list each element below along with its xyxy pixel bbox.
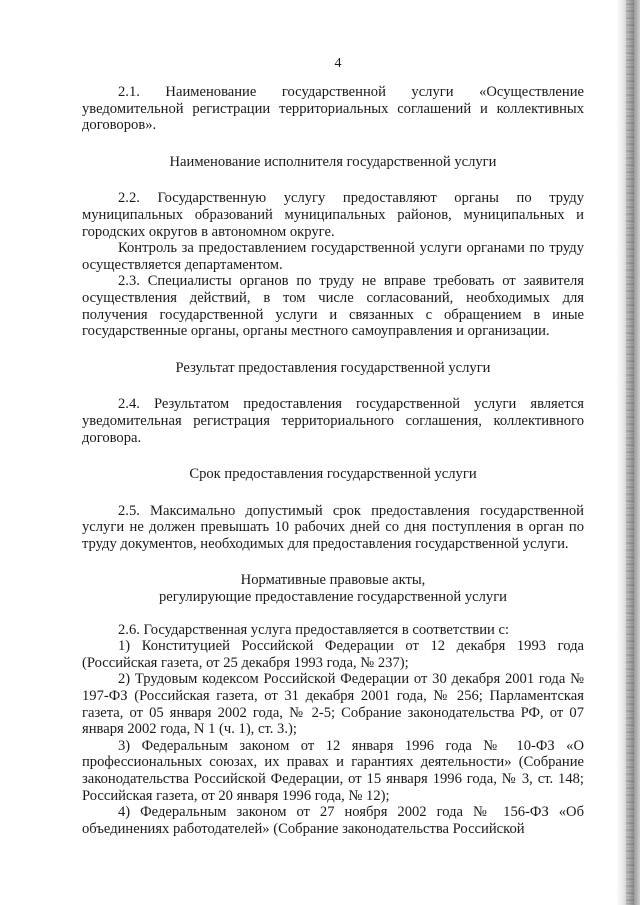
- heading-term: Срок предоставления государственной услуги: [189, 466, 477, 483]
- paragraph-2-2: 2.2. Государственную услугу предоставляют органы по труду муниципальных образований муниципальных районов, муниципальных и городских округов в автономном округе.: [82, 190, 584, 240]
- heading-result: Результат предоставления государственной услуги: [175, 359, 491, 376]
- paragraph-2-5: 2.5. Максимально допустимый срок предоставления государственной услуги не должен превышать 10 рабочих дней со дня поступления в орган по труду документов, необходимых для предоставления государственной услуги.: [82, 502, 584, 552]
- paragraph-2-6: 2.6. Государственная услуга предоставляется в соответствии с:: [118, 621, 510, 638]
- paragraph-2-2-control: Контроль за предоставлением государственной услуги органами по труду осуществляется департаментом.: [82, 240, 584, 273]
- page-number: 4: [334, 56, 342, 71]
- paragraph-2-4: 2.4. Результатом предоставления государственной услуги является уведомительная регистрация территориального соглашения, коллективного договора.: [82, 396, 584, 446]
- scan-edge-noise: [626, 0, 634, 905]
- list-item-4: 4) Федеральным законом от 27 ноября 2002 года № 156-ФЗ «Об объединениях работодателей» (Собрание законодательства Российской: [82, 804, 584, 837]
- document-body: [82, 84, 584, 837]
- list-item-1: 1) Конституцией Российской Федерации от 12 декабря 1993 года (Российская газета, от 25 декабря 1993 года, № 237);: [82, 638, 584, 671]
- heading-executor: Наименование исполнителя государственной услуги: [169, 153, 497, 170]
- paragraph-2-1: 2.1. Наименование государственной услуги «Осуществление уведомительной регистрации территориальных соглашений и коллективных договоров».: [82, 84, 584, 134]
- heading-legal-acts-line2: регулирующие предоставление государственной услуги: [159, 589, 507, 606]
- paragraph-2-3: 2.3. Специалисты органов по труду не вправе требовать от заявителя осуществления действий, в том числе согласований, необходимых для получения государственной услуги и связанных с обращением в иные государственные органы, органы местного самоуправления и организации.: [82, 273, 584, 340]
- heading-legal-acts-line1: Нормативные правовые акты,: [240, 572, 426, 589]
- list-item-2: 2) Трудовым кодексом Российской Федерации от 30 декабря 2001 года № 197-ФЗ (Российская газета, от 31 декабря 2001 года, № 256; Парламентская газета, от 05 января 2002 года, № 2-5; Собрание законодательства РФ, от 07 января 2002 года, N 1 (ч. 1), ст. 3.);: [82, 671, 584, 738]
- list-item-3: 3) Федеральным законом от 12 января 1996 года № 10-ФЗ «О профессиональных союзах, их правах и гарантиях деятельности» (Собрание законодательства Российской Федерации, от 15 января 1996 года, № 3, ст. 148; Российская газета, от 20 января 1996 года, № 12);: [82, 737, 584, 804]
